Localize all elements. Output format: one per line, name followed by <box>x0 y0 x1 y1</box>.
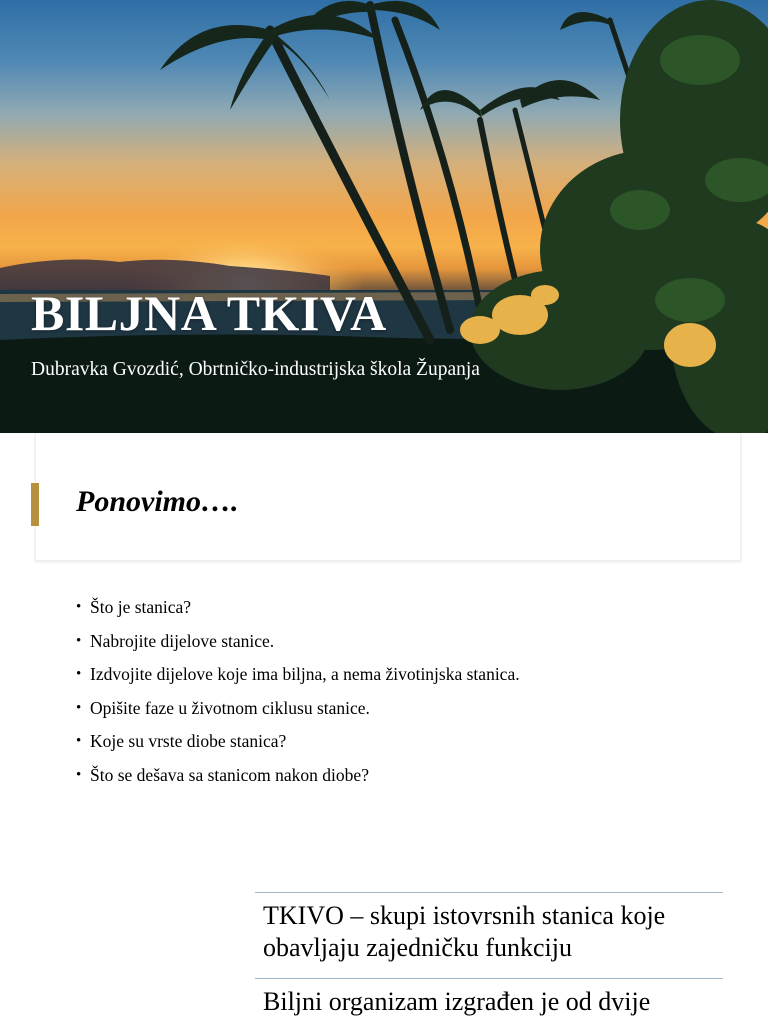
bullet-text: Opišite faze u životnom ciklusu stanice. <box>90 697 370 718</box>
bullet-dot-icon: • <box>76 632 82 649</box>
bullet-item <box>76 595 520 629</box>
slide-title: Ponovimo…. <box>76 485 239 518</box>
bullet-dot-icon: • <box>76 733 82 749</box>
presentation-subtitle: Dubravka Gvozdić, Obrtničko-industrijska škola Županja <box>31 359 480 380</box>
bullet-text: Izdvojite dijelove koje ima biljna, a nema životinjska stanica. <box>90 664 520 684</box>
bullet-dot-icon: • <box>76 699 82 716</box>
title-accent-bar <box>31 483 39 526</box>
bullet-text: Koje su vrste diobe stanica? <box>90 731 287 751</box>
review-slide <box>0 433 768 833</box>
next-statement: Biljni organizam izgrađen je od dvije <box>263 987 651 1016</box>
middle-divider <box>255 978 723 979</box>
bullet-text: Nabrojite dijelove stanice. <box>90 630 275 651</box>
bullet-dot-icon: • <box>76 666 82 682</box>
top-divider <box>255 892 723 893</box>
bullet-item <box>76 662 520 696</box>
definition-line-2: obavljaju zajedničku funkciju <box>263 933 573 962</box>
bullet-list <box>76 595 520 796</box>
bullet-dot-icon: • <box>76 766 82 783</box>
bullet-dot-icon: • <box>76 599 82 615</box>
definition-line-1: TKIVO – skupi istovrsnih stanica koje <box>263 901 666 930</box>
bullet-text: Što je stanica? <box>90 597 192 617</box>
bullet-item <box>76 629 520 663</box>
bullet-item <box>76 696 520 730</box>
bullet-item <box>76 763 520 797</box>
bullet-text: Što se dešava sa stanicom nakon diobe? <box>90 764 369 785</box>
presentation-title: BILJNA TKIVA <box>31 285 387 341</box>
title-slide <box>0 0 768 433</box>
bullet-item <box>76 729 520 763</box>
